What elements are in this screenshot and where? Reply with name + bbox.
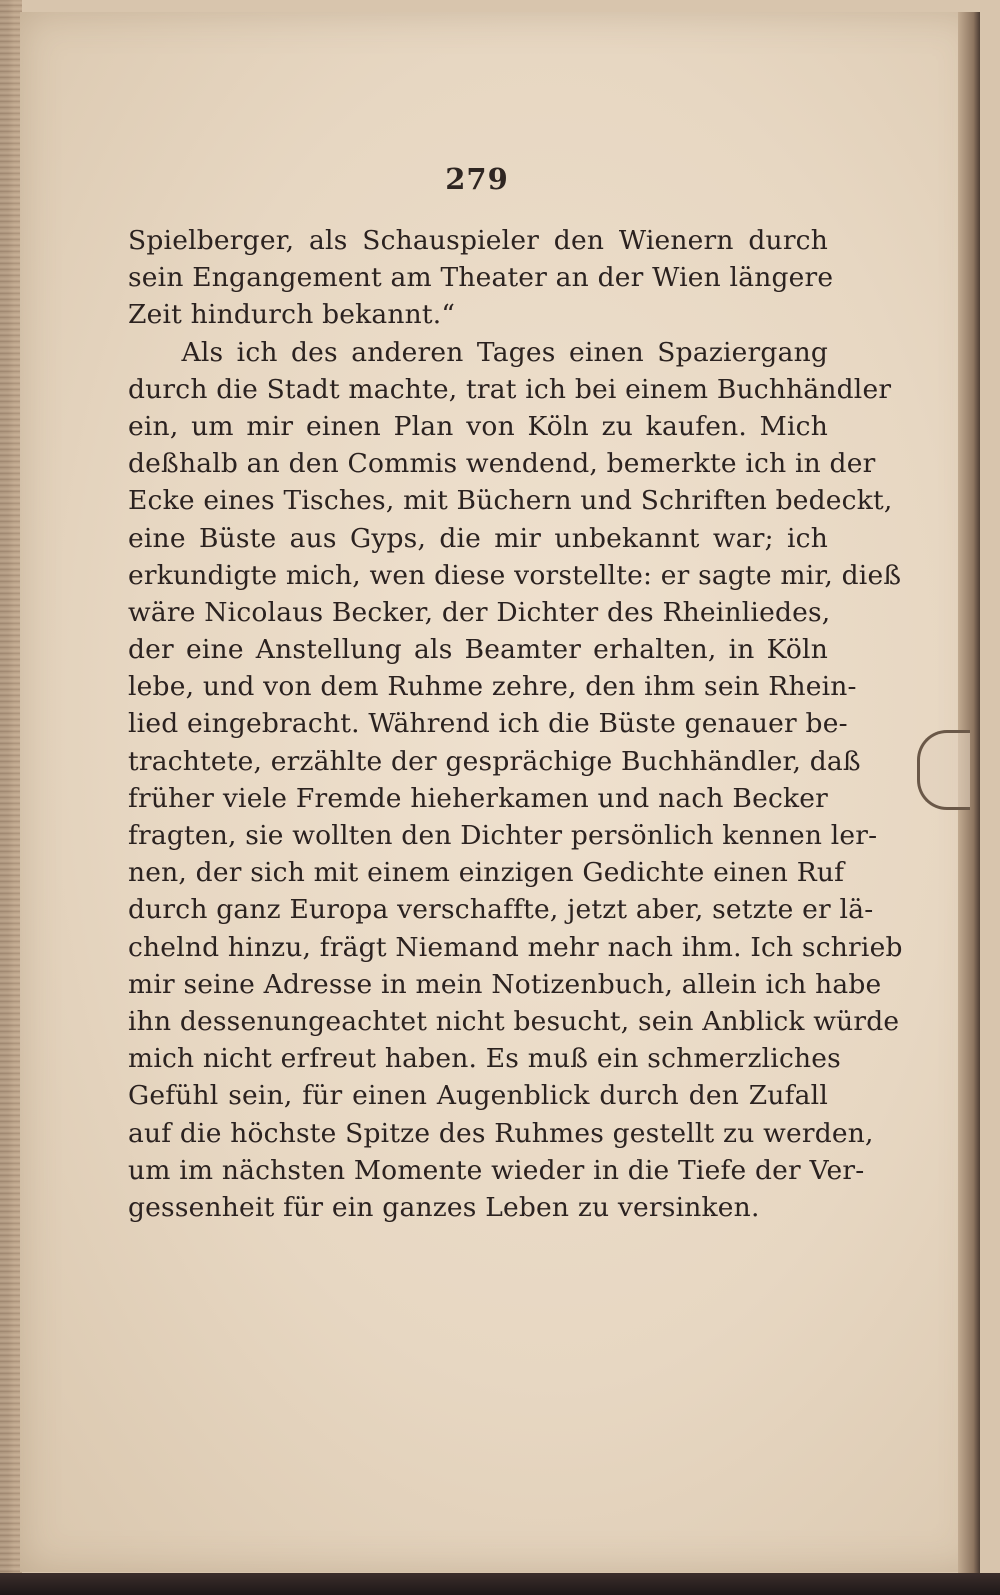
text-line: erkundigte mich, wen diese vorstellte: er sagte mir, dieß (128, 559, 902, 591)
text-line: auf die höchste Spitze des Ruhmes gestellt zu werden, (128, 1117, 874, 1149)
text-line: Als ich des anderen Tages einen Spaziergang (128, 336, 828, 368)
text-line: nen, der sich mit einem einzigen Gedichte einen Ruf (128, 857, 845, 889)
text-line: Spielberger, als Schauspieler den Wienern durch (128, 225, 828, 256)
text-line: früher viele Fremde hieherkamen und nach Becker (128, 782, 828, 814)
stacked-page-edges (0, 0, 22, 1595)
page-clip-tab (917, 730, 970, 810)
text-line: durch die Stadt machte, trat ich bei einem Buchhändler (128, 373, 892, 405)
book-page (20, 12, 980, 1572)
text-line: chelnd hinzu, frägt Niemand mehr nach ihm. Ich schrieb (128, 931, 903, 963)
text-line: Ecke eines Tisches, mit Büchern und Schriften bedeckt, (128, 485, 893, 517)
page-number: 279 (445, 162, 509, 196)
text-line: deßhalb an den Commis wendend, bemerkte ich in der (128, 448, 876, 480)
text-line: um im nächsten Momente wieder in die Tiefe der Ver- (128, 1154, 865, 1186)
text-line: wäre Nicolaus Becker, der Dichter des Rheinliedes, (128, 596, 831, 628)
text-line: trachtete, erzählte der gesprächige Buchhändler, daß (128, 745, 861, 777)
text-line: ihn dessenungeachtet nicht besucht, sein Anblick würde (128, 1005, 900, 1037)
scan-bottom-edge (0, 1573, 1000, 1595)
text-line: mich nicht erfreut haben. Es muß ein schmerzliches (128, 1043, 841, 1075)
text-line: ein, um mir einen Plan von Köln zu kaufen. Mich (128, 410, 828, 442)
text-line: fragten, sie wollten den Dichter persönlich kennen ler- (128, 820, 878, 851)
text-line: eine Büste aus Gyps, die mir unbekannt war; ich (128, 522, 828, 554)
text-line: mir seine Adresse in mein Notizenbuch, allein ich habe (128, 968, 882, 1000)
text-line: sein Engangement am Theater an der Wien längere (128, 262, 834, 294)
text-line: Gefühl sein, für einen Augenblick durch den Zufall (128, 1080, 828, 1112)
text-line: Zeit hindurch bekannt.“ (128, 299, 456, 331)
text-line: der eine Anstellung als Beamter erhalten, in Köln (128, 634, 828, 666)
text-line: gessenheit für ein ganzes Leben zu versinken. (128, 1191, 760, 1223)
text-line: lebe, und von dem Ruhme zehre, den ihm sein Rhein- (128, 671, 857, 703)
body-text (128, 222, 903, 1226)
text-line: lied eingebracht. Während ich die Büste genauer be- (128, 708, 848, 740)
text-line: durch ganz Europa verschaffte, jetzt aber, setzte er lä- (128, 894, 874, 926)
